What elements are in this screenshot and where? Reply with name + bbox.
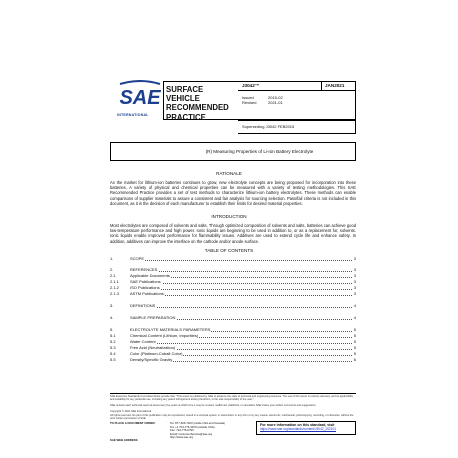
title-line-2: RECOMMENDED PRACTICE (166, 103, 229, 122)
rationale-heading: RATIONALE (216, 171, 242, 176)
toc-title: Water Content (130, 339, 156, 344)
toc-heading: TABLE OF CONTENTS (204, 248, 254, 253)
footer-note-1: SAE Executive Standards Committee Rules provide that: "This report is published by SAE to advance the state of technical and engineering sciences. The use of this report is entirely voluntary, and its applicability and suitability for any particular use, including any patent infringement arising therefrom, is the sole responsibility of the user." (110, 395, 354, 402)
footer-rights: All rights reserved. No part of this publication may be reproduced, stored in a retrieval system or transmitted, in any form or by any means, electronic, mechanical, photocopying, recording, or otherwise, without the prior written permission of SAE. (110, 414, 354, 421)
toc-page: 3 (353, 267, 356, 272)
toc-title: ELECTROLYTE MATERIALS PARAMETERS (130, 327, 211, 332)
superseding-text: Superseding J3042 FEB2015 (242, 124, 295, 129)
web-address-label: SAE WEB ADDRESS: (110, 438, 139, 442)
order-info (110, 422, 155, 426)
issued-block (242, 95, 256, 105)
toc-title: Density/Specific Gravity (130, 357, 173, 362)
toc-num: 5. (110, 327, 114, 332)
toc-page: 3 (353, 279, 356, 284)
toc-row[interactable] (110, 303, 356, 309)
toc-title: ISO Publications (130, 285, 160, 290)
toc-num: 3. (110, 303, 114, 308)
tel-outside: Tel: +1 724-776-4970 (outside USA) (170, 424, 215, 429)
toc-title: ASTM Publications (130, 291, 164, 296)
toc-title: SAE Publications (130, 279, 161, 284)
toc-num: 5.1 (110, 333, 116, 338)
order-label: TO PLACE A DOCUMENT ORDER: (110, 421, 156, 425)
toc-page: 3 (353, 291, 356, 296)
document-subtitle: (R) Measuring Properties of Li-Ion Battery Electrolyte (205, 149, 314, 154)
sae-logo (118, 80, 162, 110)
toc-title: SCOPE (130, 256, 145, 261)
toc-title: DEFINITIONS (130, 303, 156, 308)
toc-page: 5 (353, 351, 356, 356)
logo-subtitle: INTERNATIONAL (117, 113, 149, 117)
issued-label: Issued (242, 95, 254, 100)
toc-title: Free Acid (Neutralization) (130, 345, 176, 350)
toc-num: 5.4 (110, 351, 116, 356)
sae-logo-icon (118, 80, 162, 110)
footer-note-2: SAE reviews each technical report at least every five years at which time it may be revised, reaffirmed, stabilized, or cancelled. SAE invites your written comments and suggestions. (110, 404, 317, 407)
toc-page: 4 (353, 315, 356, 320)
toc-page: 5 (353, 333, 356, 338)
issued-values (268, 95, 283, 105)
issued-value: 2015-02 (268, 95, 283, 100)
toc-num: 2.1 (110, 273, 116, 278)
website[interactable]: http://www.sae.org (170, 435, 194, 439)
toc-num: 4. (110, 315, 114, 320)
more-info-box (256, 421, 356, 435)
toc-page: 3 (353, 273, 356, 278)
revised-value: 2021-01 (268, 100, 283, 105)
toc-num: 2. (110, 267, 114, 272)
more-info-title: For more information on this standard, visit (260, 423, 335, 427)
toc-page: 5 (353, 345, 356, 350)
toc-page: 5 (353, 327, 356, 332)
toc-row[interactable] (110, 315, 356, 321)
toc-num: 5.5 (110, 357, 116, 362)
toc-num: 5.2 (110, 339, 116, 344)
footer-copyright: Copyright © 2021 SAE International (110, 410, 152, 413)
toc-row[interactable] (110, 256, 356, 262)
document-type-title (166, 85, 236, 122)
toc-page: 6 (353, 357, 356, 362)
tel-inside: Tel: 877-606-7323 (inside USA and Canada) (170, 421, 225, 425)
toc-page: 5 (353, 339, 356, 344)
introduction-heading: INTRODUCTION (211, 214, 247, 219)
toc-title: Applicable Documents (130, 273, 170, 278)
toc-title: Chemical Content (Lithium, Impurities) (130, 333, 199, 338)
footer-rule (110, 393, 356, 394)
revised-label: Revised (242, 100, 257, 105)
contact-info (170, 422, 225, 440)
toc-num: 2.1.3 (110, 291, 119, 296)
toc-num: 2.1.2 (110, 285, 119, 290)
toc-title: REFERENCES (130, 267, 158, 272)
introduction-text: Most electrolytes are composed of solvents and salts. Through optimized composition of solvents and salts, batteries can achieve good low-temperature performance and high power. Ionic liquids are beginning to be used in addition to, or as a replacement for, solvents. Ionic liquids enable improved performance for flammability issues. Additives are used to extend cycle life and enhance safety. In addition, additives can improve the interface on the cathode and/or anode surface. (110, 223, 356, 244)
rationale-text: As the market for lithium-ion batteries continues to grow, new electrolyte concepts are being proposed for incorporation into these batteries. A variety of physical and chemical properties can be measured with a variety of testing methodologies. This SAE Recommended Practice provides a set of test methods to characterize lithium-ion battery electrolytes. These methods can enable comparisons of supplier materials to assure a consistent and fair analysis for sourcing selection. Pass/fail criteria is not included in this document, as it is the decision of each manufacturer to establish their limits for desired material properties. (110, 180, 356, 206)
toc-num: 5.3 (110, 345, 116, 350)
logo-text: SAE (119, 87, 161, 109)
toc-row[interactable] (110, 291, 356, 297)
toc-row[interactable] (110, 357, 356, 363)
document-date: JAN2021 (321, 81, 356, 91)
toc-page: 3 (353, 256, 356, 261)
toc-num: 1. (110, 256, 114, 261)
toc-page: 3 (353, 285, 356, 290)
toc-title: SAMPLE PREPARATION (130, 315, 176, 320)
document-number: J3042™ (242, 83, 260, 88)
toc-page: 4 (353, 303, 356, 308)
fax: Fax: 724-776-0790 (170, 428, 194, 432)
toc-title: Color (Platinum-Cobalt Color) (130, 351, 183, 356)
email[interactable]: Email: CustomerService@sae.org (170, 431, 213, 436)
title-line-1: SURFACE VEHICLE (166, 85, 204, 104)
standard-link[interactable]: https://www.sae.org/standards/content/J3042_202101 (260, 427, 337, 431)
toc-num: 2.1.1 (110, 279, 119, 284)
